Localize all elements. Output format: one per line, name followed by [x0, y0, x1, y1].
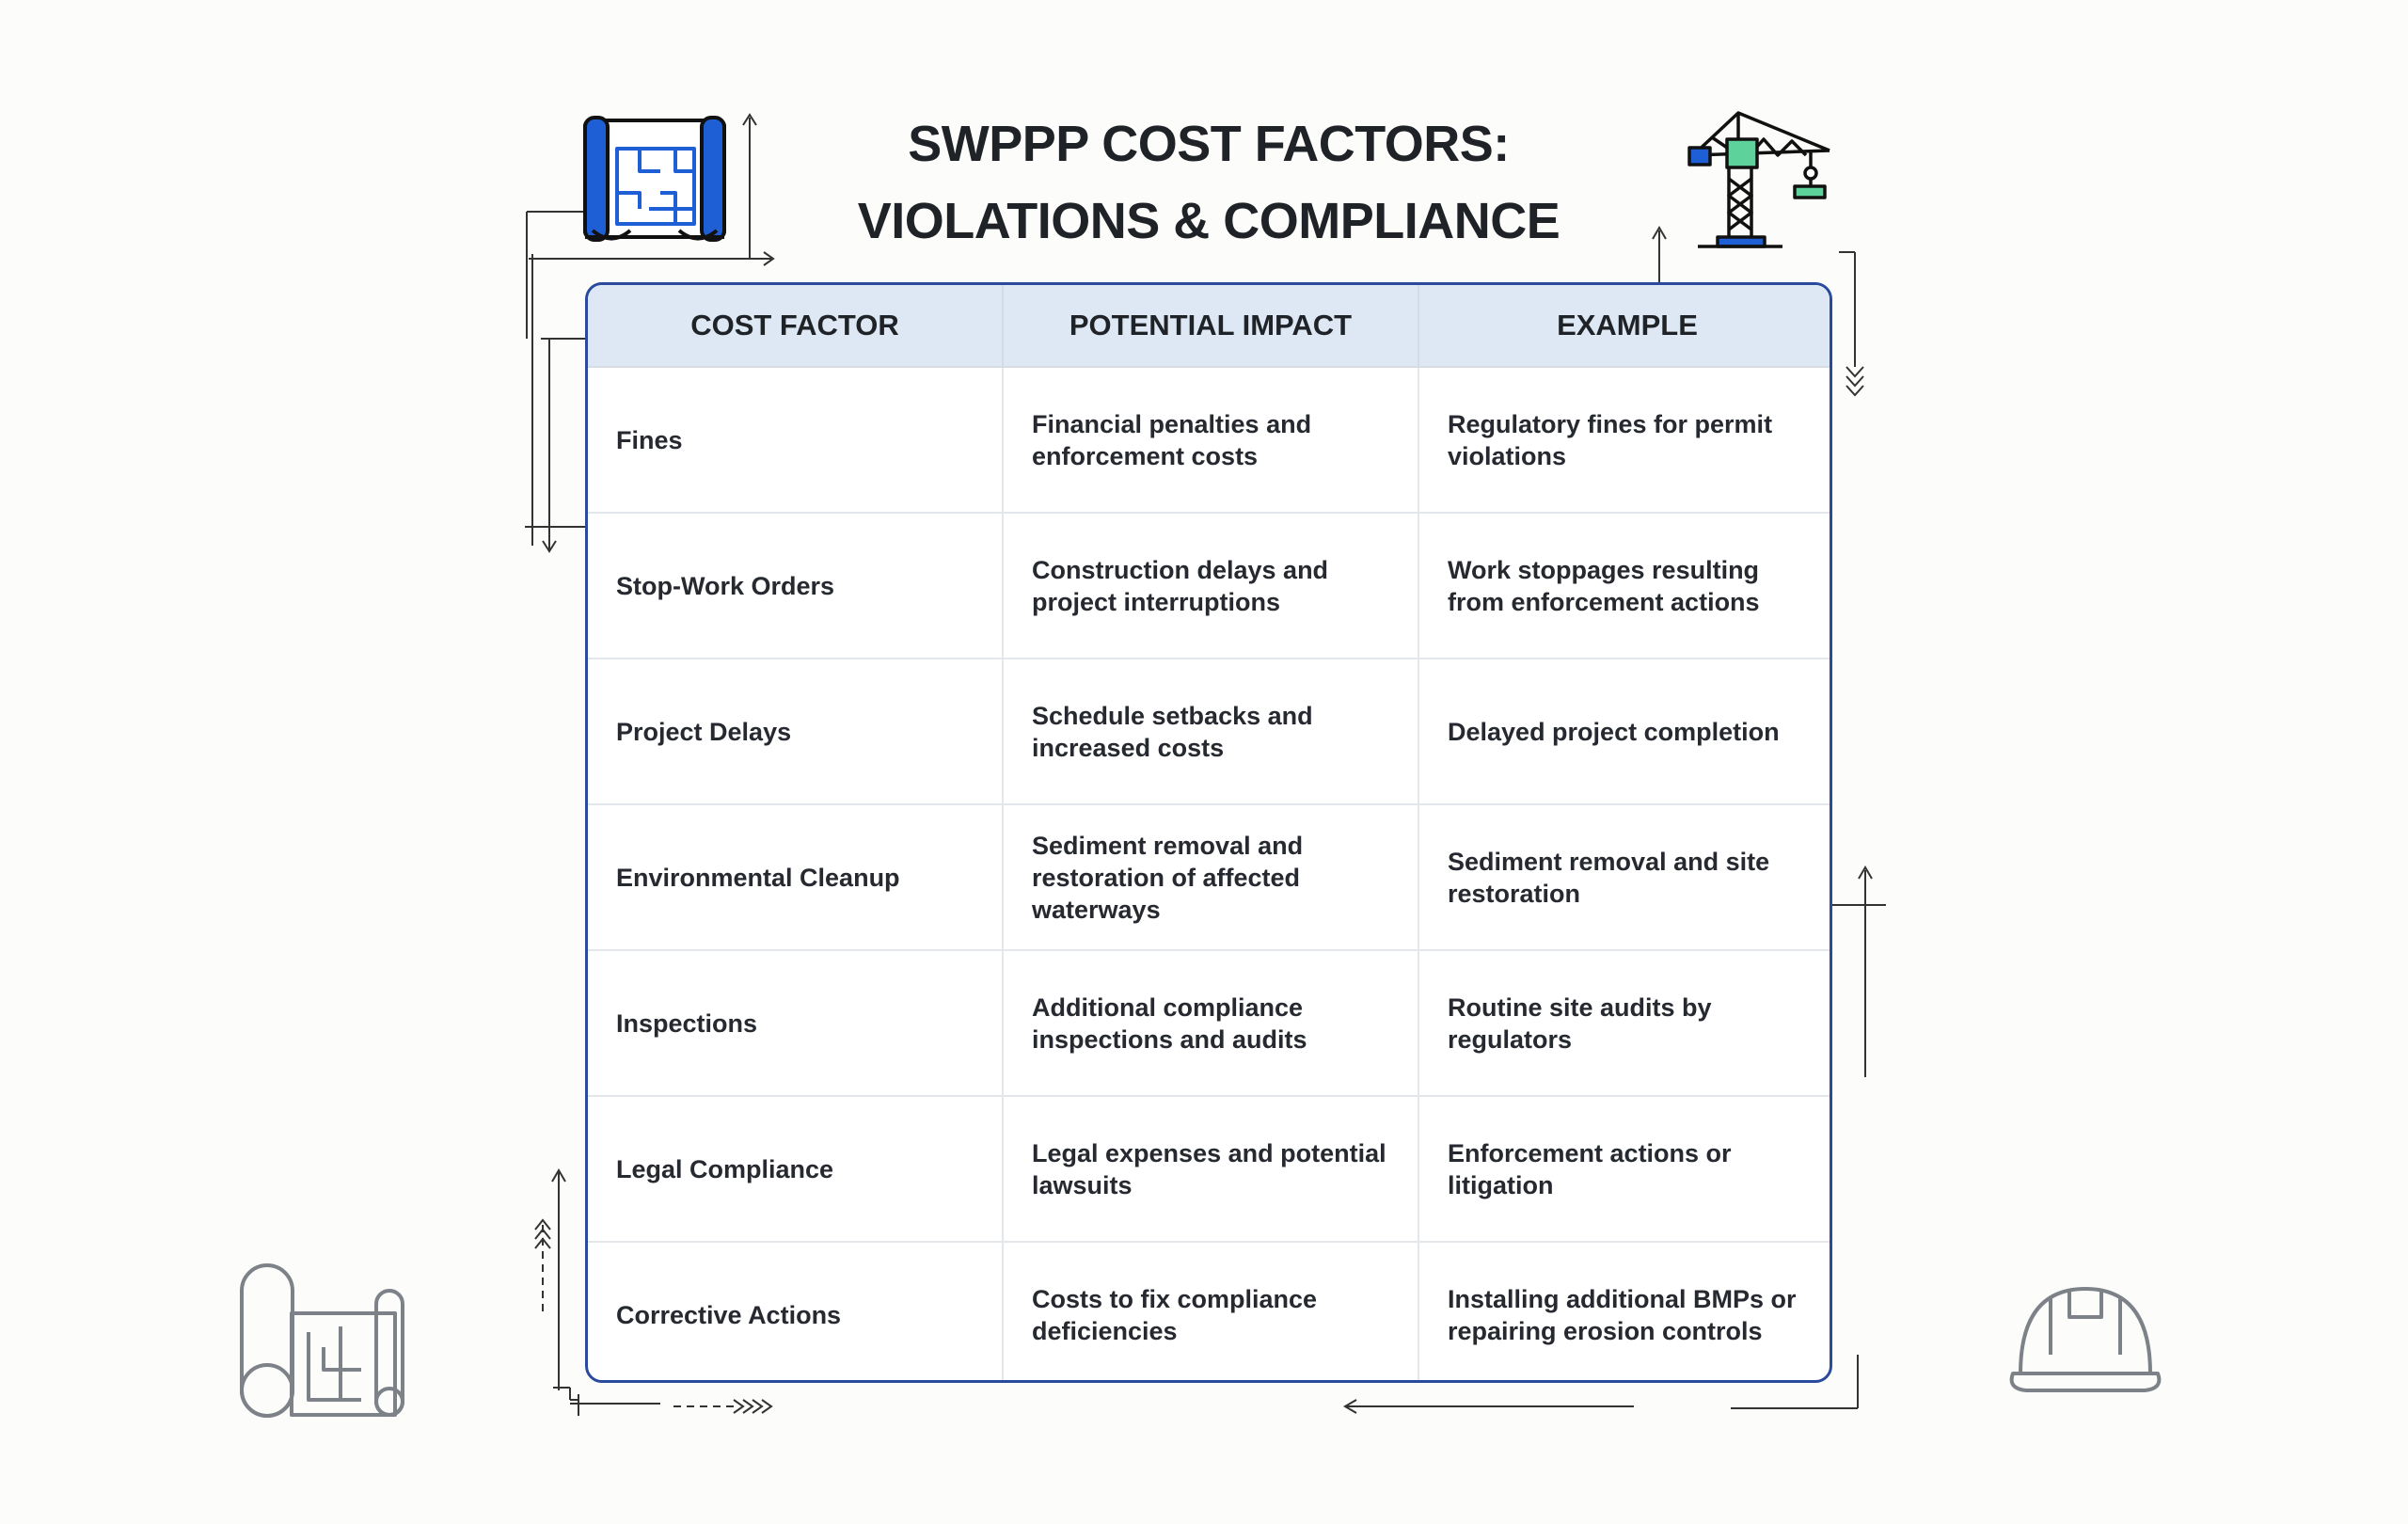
table-row [588, 1242, 1832, 1383]
table-header-row [588, 285, 1832, 367]
table-row [588, 804, 1832, 950]
cost-factor-cell: Inspections [588, 950, 1003, 1096]
potential-impact-cell: Schedule setbacks and increased costs [1003, 659, 1418, 804]
tower-crane-icon [1689, 113, 1830, 246]
rolled-plans-icon [242, 1265, 403, 1416]
example-cell: Delayed project completion [1418, 659, 1832, 804]
potential-impact-cell: Legal expenses and potential lawsuits [1003, 1096, 1418, 1242]
table-row [588, 950, 1832, 1096]
title-line-1: SWPPP COST FACTORS: [908, 116, 1510, 172]
cost-factor-cell: Corrective Actions [588, 1242, 1003, 1383]
example-cell: Routine site audits by regulators [1418, 950, 1832, 1096]
table-row [588, 367, 1832, 513]
page-title [738, 105, 1679, 260]
example-cell: Regulatory fines for permit violations [1418, 367, 1832, 513]
example-cell: Enforcement actions or litigation [1418, 1096, 1832, 1242]
potential-impact-cell: Financial penalties and enforcement costs [1003, 367, 1418, 513]
potential-impact-cell: Costs to fix compliance deficiencies [1003, 1242, 1418, 1383]
column-header-potential-impact: POTENTIAL IMPACT [1003, 285, 1418, 367]
column-header-example: EXAMPLE [1418, 285, 1832, 367]
cost-factor-cell: Legal Compliance [588, 1096, 1003, 1242]
example-cell: Sediment removal and site restoration [1418, 804, 1832, 950]
example-cell: Installing additional BMPs or repairing erosion controls [1418, 1242, 1832, 1383]
cost-factor-cell: Fines [588, 367, 1003, 513]
potential-impact-cell: Construction delays and project interruptions [1003, 513, 1418, 659]
potential-impact-cell: Additional compliance inspections and audits [1003, 950, 1418, 1096]
example-cell: Work stoppages resulting from enforcement actions [1418, 513, 1832, 659]
table-row [588, 659, 1832, 804]
cost-factor-cell: Stop-Work Orders [588, 513, 1003, 659]
hard-hat-icon [2012, 1289, 2160, 1390]
potential-impact-cell: Sediment removal and restoration of affected waterways [1003, 804, 1418, 950]
cost-factor-cell: Environmental Cleanup [588, 804, 1003, 950]
title-line-2: VIOLATIONS & COMPLIANCE [857, 193, 1560, 249]
table-row [588, 1096, 1832, 1242]
cost-factor-cell: Project Delays [588, 659, 1003, 804]
cost-factors-table [585, 282, 1832, 1383]
blueprint-scroll-icon [585, 118, 724, 240]
table-row [588, 513, 1832, 659]
column-header-cost-factor: COST FACTOR [588, 285, 1003, 367]
